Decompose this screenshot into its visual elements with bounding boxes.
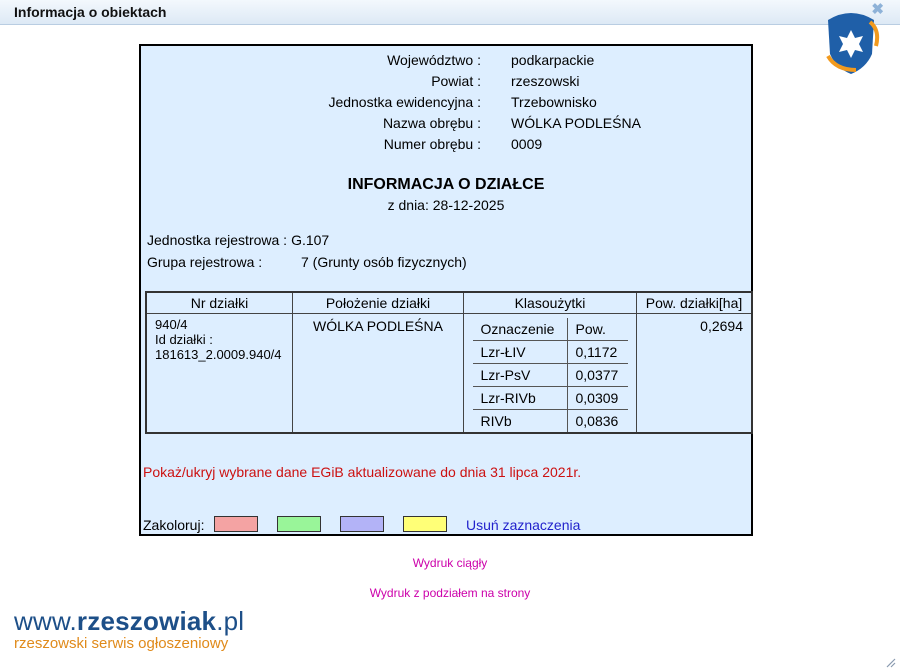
- registry-unit-row: [147, 232, 329, 248]
- class-code: RIVb: [480, 413, 512, 429]
- resize-grip-icon[interactable]: [884, 656, 896, 668]
- header-value: 0009: [511, 136, 543, 152]
- header-value: WÓLKA PODLEŚNA: [511, 115, 641, 131]
- brand-tagline: rzeszowski serwis ogłoszeniowy: [14, 635, 229, 652]
- brand-name: [14, 606, 244, 637]
- registry-unit-value: G.107: [291, 232, 330, 248]
- header-label: Jednostka ewidencyjna :: [328, 94, 481, 110]
- parcel-info-panel: [139, 44, 753, 536]
- class-code: Lzr-PsV: [473, 364, 568, 387]
- class-area: 0,0309: [567, 387, 628, 410]
- registry-group-label: Grupa rejestrowa :: [147, 254, 263, 270]
- parcel-location-cell: WÓLKA PODLEŚNA: [293, 314, 464, 434]
- land-class-row: [473, 387, 628, 410]
- header-value: rzeszowski: [511, 73, 580, 89]
- color-swatch-green[interactable]: [277, 516, 321, 532]
- clear-selection-link[interactable]: Usuń zaznaczenia: [466, 517, 581, 533]
- parcel-id: 181613_2.0009.940/4: [155, 347, 282, 362]
- parcel-id-label: Id działki :: [155, 332, 213, 347]
- class-area: 0,0836: [567, 410, 628, 433]
- colorize-label: Zakoloruj:: [143, 517, 205, 533]
- window-title: Informacja o obiektach: [14, 4, 167, 20]
- header-label: Nazwa obrębu :: [382, 115, 481, 131]
- column-header: Nr działki: [146, 292, 293, 314]
- registry-unit-label: Jednostka rejestrowa :: [147, 232, 288, 248]
- class-area-header: Pow.: [567, 318, 628, 341]
- land-classes-table: [473, 318, 628, 432]
- print-continuous-link[interactable]: Wydruk ciągły: [412, 556, 488, 570]
- page-title: INFORMACJA O DZIAŁCE: [347, 176, 545, 193]
- brand-prefix: www.: [14, 606, 77, 636]
- header-label: Numer obrębu :: [383, 136, 481, 152]
- window-titlebar: [0, 0, 900, 25]
- column-header: Pow. działki[ha]: [637, 292, 753, 314]
- column-header: Położenie działki: [293, 292, 464, 314]
- column-header: Klasoużytki: [464, 292, 637, 314]
- close-icon[interactable]: ✖: [871, 1, 884, 18]
- class-area: 0,0377: [567, 364, 628, 387]
- header-value: podkarpackie: [511, 52, 595, 68]
- land-class-row: [473, 410, 628, 433]
- coat-of-arms-logo-icon: [822, 10, 880, 76]
- land-class-row: [473, 341, 628, 364]
- parcel-number: 940/4: [155, 317, 188, 332]
- land-classes-header-row: [473, 318, 628, 341]
- header-label: Województwo :: [387, 52, 481, 68]
- parcel-number-cell: [146, 314, 293, 434]
- color-swatch-blue[interactable]: [340, 516, 384, 532]
- parcel-area-cell: 0,2694: [637, 314, 753, 434]
- land-class-row: [473, 364, 628, 387]
- color-swatch-red[interactable]: [214, 516, 258, 532]
- class-code: Lzr-ŁIV: [473, 341, 568, 364]
- class-code-header: Oznaczenie: [473, 318, 568, 341]
- registry-group-row: [147, 254, 467, 270]
- class-code: Lzr-RIVb: [473, 387, 568, 410]
- header-label: Powiat :: [431, 73, 481, 89]
- table-header-row: [146, 292, 752, 314]
- egib-data-toggle-link[interactable]: Pokaż/ukryj wybrane dane EGiB aktualizowane do dnia 31 lipca 2021r.: [143, 464, 582, 480]
- class-area: 0,1172: [567, 341, 628, 364]
- header-value: Trzebownisko: [511, 94, 597, 110]
- registry-group-value: 7 (Grunty osób fizycznych): [301, 254, 467, 270]
- brand-suffix: .pl: [216, 606, 245, 636]
- color-swatch-yellow[interactable]: [403, 516, 447, 532]
- watermark-logo: [14, 606, 244, 652]
- report-date: z dnia: 28-12-2025: [387, 197, 505, 213]
- parcel-table: [145, 291, 753, 434]
- print-paged-link[interactable]: Wydruk z podziałem na strony: [369, 586, 531, 600]
- brand-main: rzeszowiak: [76, 606, 217, 636]
- land-classes-cell: [464, 314, 637, 434]
- table-row: [146, 314, 752, 434]
